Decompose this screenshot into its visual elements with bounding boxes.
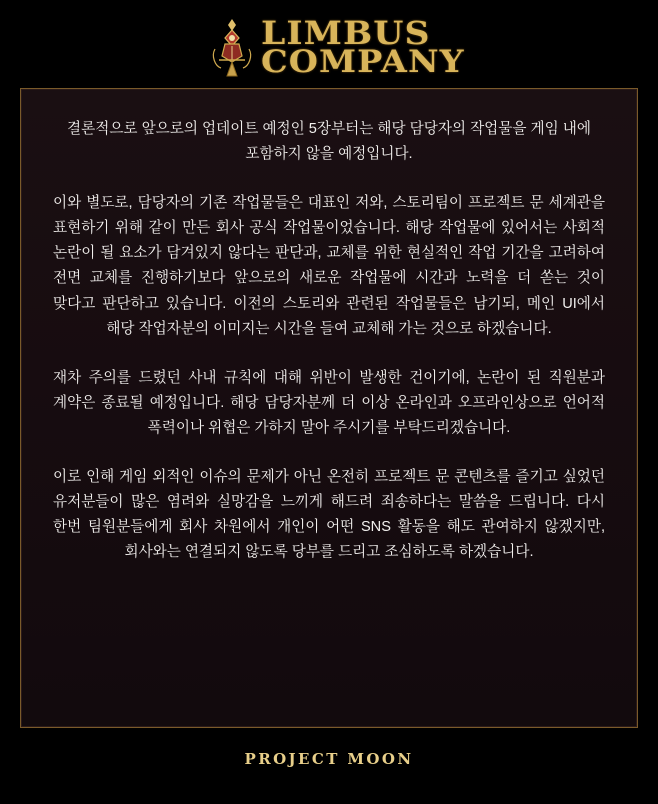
notice-paragraph-3: 재차 주의를 드렸던 사내 규칙에 대해 위반이 발생한 건이기에, 논란이 된 직원분과 계약은 종료될 예정입니다. 해당 담당자분께 더 이상 온라인과 오프라인상으로 언어적 폭력이나 위협은 가하지 말아 주시기를 부탁드리겠습니다. [53, 369, 605, 436]
limbus-company-logo [209, 12, 465, 84]
notice-paragraph-2: 이와 별도로, 담당자의 기존 작업물들은 대표인 저와, 스토리팀이 프로젝트 문 세계관을 표현하기 위해 같이 만든 회사 공식 작업물이었습니다. 해당 작업물에 있어서는 사회적 논란이 될 요소가 담겨있지 않다는 판단과, 교체를 위한 현실적인 작업 기간을 고려하여 전면 교체를 진행하기보다 앞으로의 새로운 작업물에 시간과 노력을 더 쏟는 것이 맞다고 판단하고 있습니다. 이전의 스토리와 관련된 작업물들은 남기되, 메인 UI에서 해당 작업자분의 이미지는 시간을 들여 교체해 가는 것으로 하겠습니다. [53, 195, 605, 337]
logo-word-company: COMPANY [260, 44, 465, 81]
notice-paragraph-4: 이로 인해 게임 외적인 이슈의 문제가 아닌 온전히 프로젝트 문 콘텐츠를 즐기고 싶었던 유저분들이 많은 염려와 실망감을 느끼게 해드려 죄송하다는 말씀을 드립니다. 다시 한번 팀원분들에게 회사 차원에서 개인이 어떤 SNS 활동을 해도 관여하지 않겠지만, 회사와는 연결되지 않도록 당부를 드리고 조심하도록 하겠습니다. [53, 469, 605, 561]
notice-frame [20, 88, 638, 728]
notice-paragraph-1: 결론적으로 앞으로의 업데이트 예정인 5장부터는 해당 담당자의 작업물을 게임 내에 포함하지 않을 예정입니다. [67, 121, 591, 163]
logo-wordmark [260, 14, 465, 81]
limbus-emblem-icon [209, 16, 255, 80]
project-moon-brand: PROJECT MOON [244, 750, 414, 768]
footer [245, 742, 414, 776]
notice-body [27, 95, 631, 721]
logo-word-limbus: LIMBUS [260, 14, 431, 53]
